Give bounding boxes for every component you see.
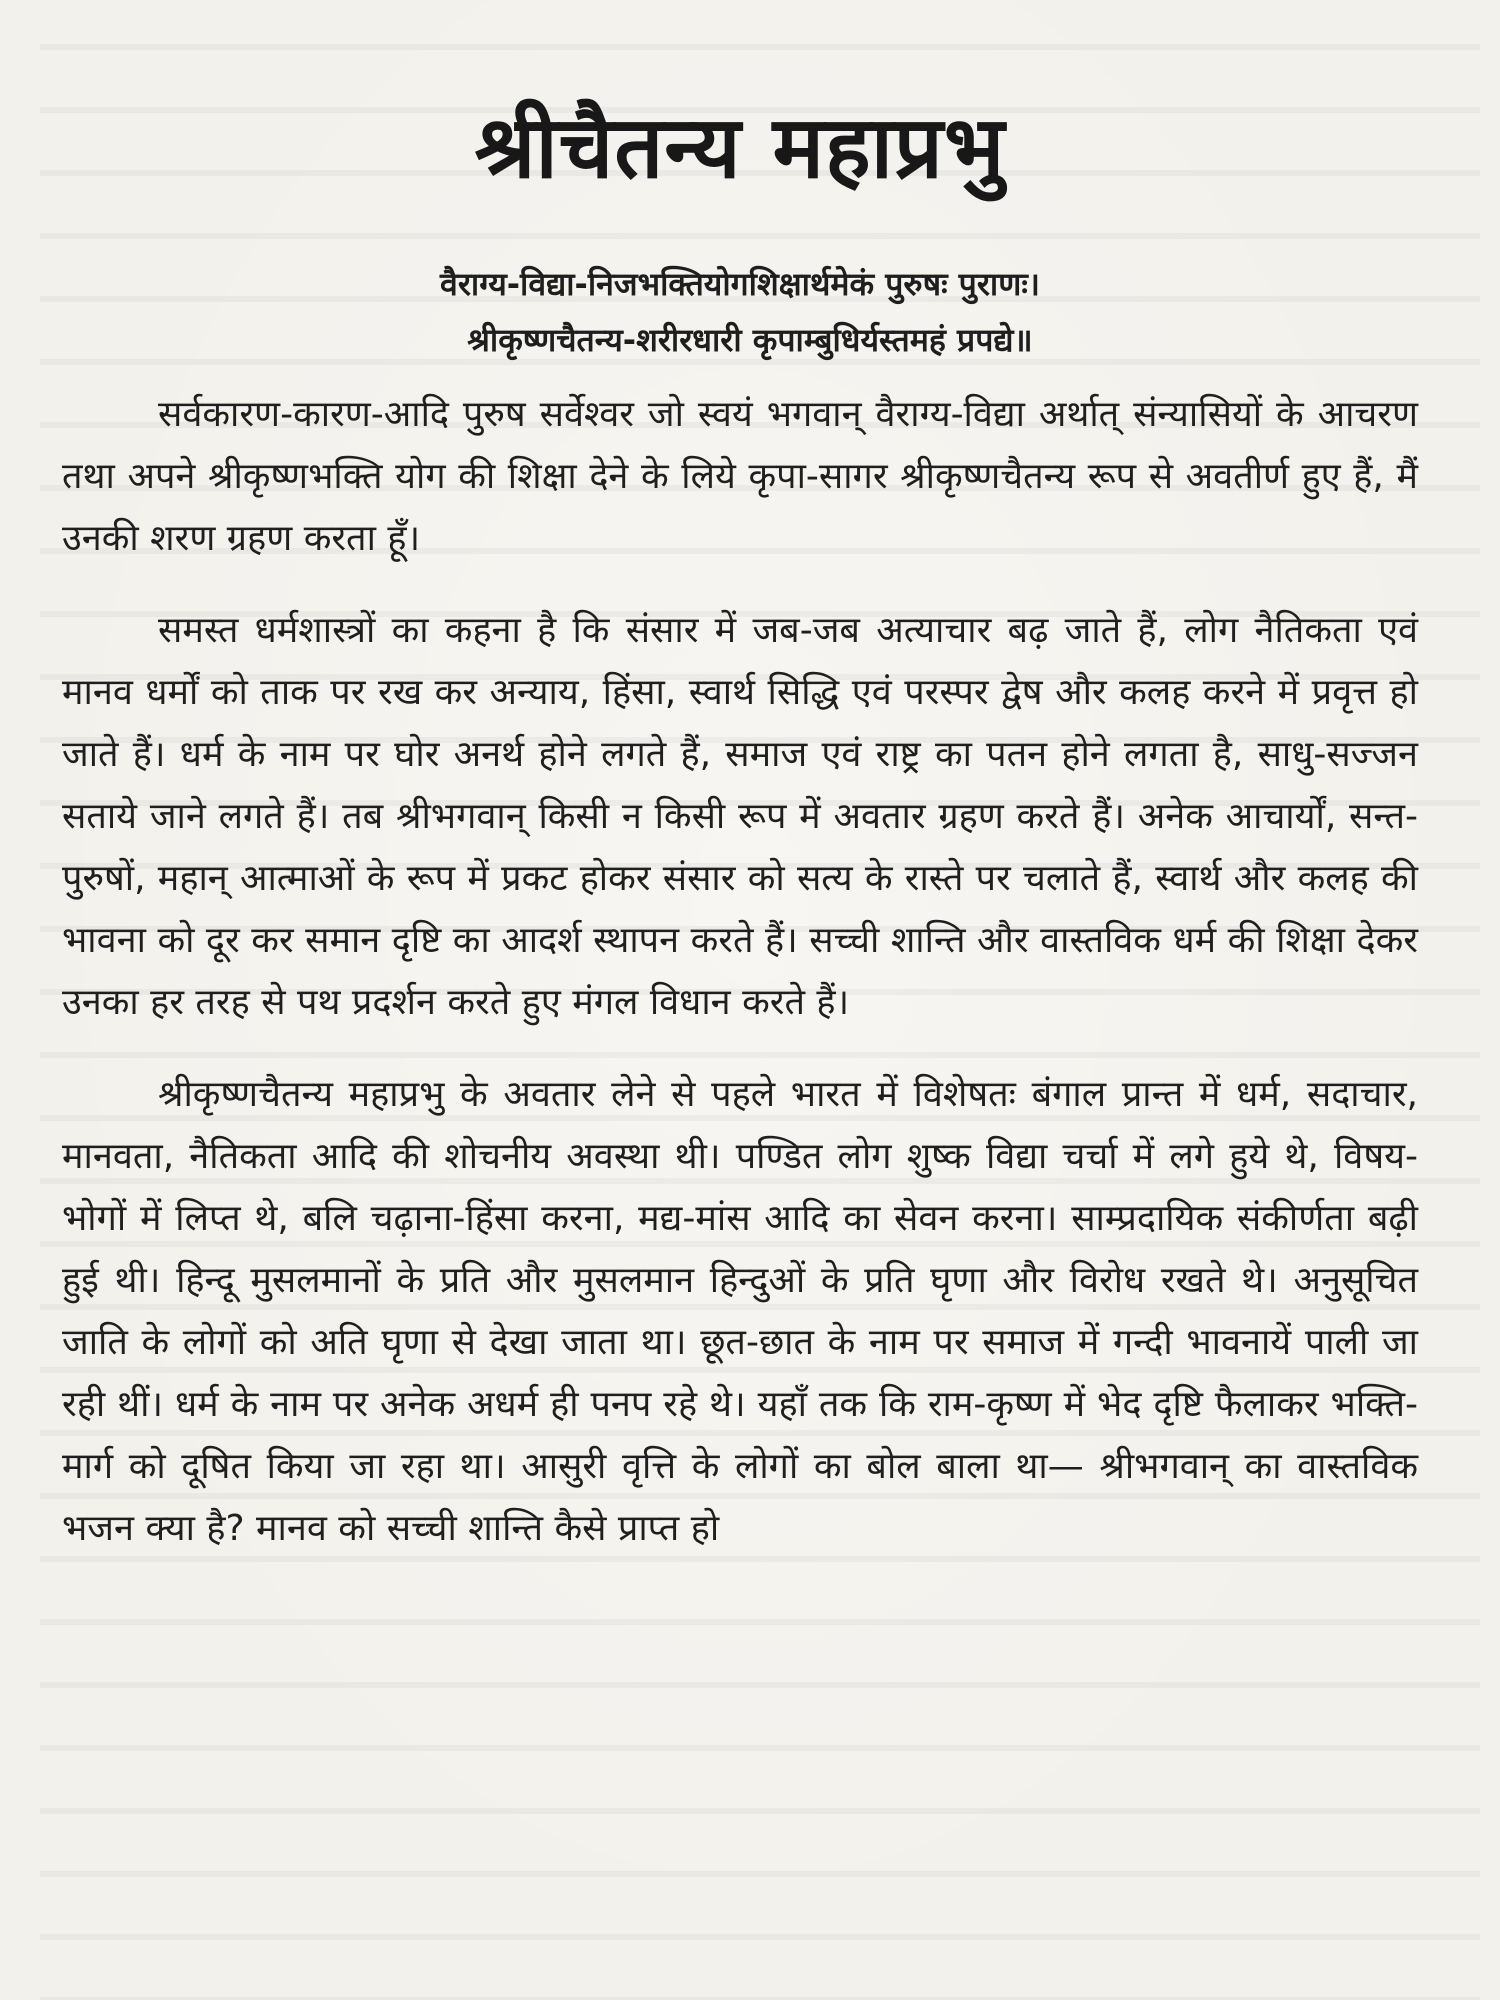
- page-title: श्रीचैतन्य महाप्रभु: [474, 98, 1006, 198]
- shloka-line-2: श्रीकृष्णचैतन्य-शरीरधारी कृपाम्बुधिर्यस्तमहं प्रपद्ये॥: [467, 321, 1033, 359]
- paragraph-invocation: सर्वकारण-कारण-आदि पुरुष सर्वेश्वर जो स्वयं भगवान् वैराग्य-विद्या अर्थात् संन्यासियों के आचरण तथा अपने श्रीकृष्णभक्ति योग की शिक्षा देने के लिये कृपा-सागर श्रीकृष्णचैतन्य रूप से अवतीर्ण हुए हैं, मैं उनकी शरण ग्रहण करता हूँ।: [62, 394, 1418, 559]
- paragraph-bengal-condition: श्रीकृष्णचैतन्य महाप्रभु के अवतार लेने से पहले भारत में विशेषतः बंगाल प्रान्त में धर्म, सदाचार, मानवता, नैतिकता आदि की शोचनीय अवस्था थी। पण्डित लोग शुष्क विद्या चर्चा में लगे हुये थे, विषय-भोगों में लिप्त थे, बलि चढ़ाना-हिंसा करना, मद्य-मांस आदि का सेवन करना। साम्प्रदायिक संकीर्णता बढ़ी हुई थी। हिन्दू मुसलमानों के प्रति और मुसलमान हिन्दुओं के प्रति घृणा और विरोध रखते थे। अनुसूचित जाति के लोगों को अति घृणा से देखा जाता था। छूत-छात के नाम पर समाज में गन्दी भावनायें पाली जा रही थीं। धर्म के नाम पर अनेक अधर्म ही पनप रहे थे। यहाँ तक कि राम-कृष्ण में भेद दृष्टि फैलाकर भक्ति-मार्ग को दूषित किया जा रहा था। आसुरी वृत्ति के लोगों का बोल बाला था— श्रीभगवान् का वास्तविक भजन क्या है? मानव को सच्ची शान्ति कैसे प्राप्त हो: [62, 1074, 1418, 1549]
- sanskrit-shloka: [62, 256, 1418, 368]
- shloka-line-1: वैराग्य-विद्या-निजभक्तियोगशिक्षार्थमेकं पुरुषः पुराणः।: [440, 265, 1040, 303]
- paragraph-scriptures: समस्त धर्मशास्त्रों का कहना है कि संसार में जब-जब अत्याचार बढ़ जाते हैं, लोग नैतिकता एवं मानव धर्मों को ताक पर रख कर अन्याय, हिंसा, स्वार्थ सिद्धि एवं परस्पर द्वेष और कलह करने में प्रवृत्त हो जाते हैं। धर्म के नाम पर घोर अनर्थ होने लगते हैं, समाज एवं राष्ट्र का पतन होने लगता है, साधु-सज्जन सताये जाने लगते हैं। तब श्रीभगवान् किसी न किसी रूप में अवतार ग्रहण करते हैं। अनेक आचार्यों, सन्त-पुरुषों, महान् आत्माओं के रूप में प्रकट होकर संसार को सत्य के रास्ते पर चलाते हैं, स्वार्थ और कलह की भावना को दूर कर समान दृष्टि का आदर्श स्थापन करते हैं। सच्ची शान्ति और वास्तविक धर्म की शिक्षा देकर उनका हर तरह से पथ प्रदर्शन करते हुए मंगल विधान करते हैं।: [62, 610, 1418, 1023]
